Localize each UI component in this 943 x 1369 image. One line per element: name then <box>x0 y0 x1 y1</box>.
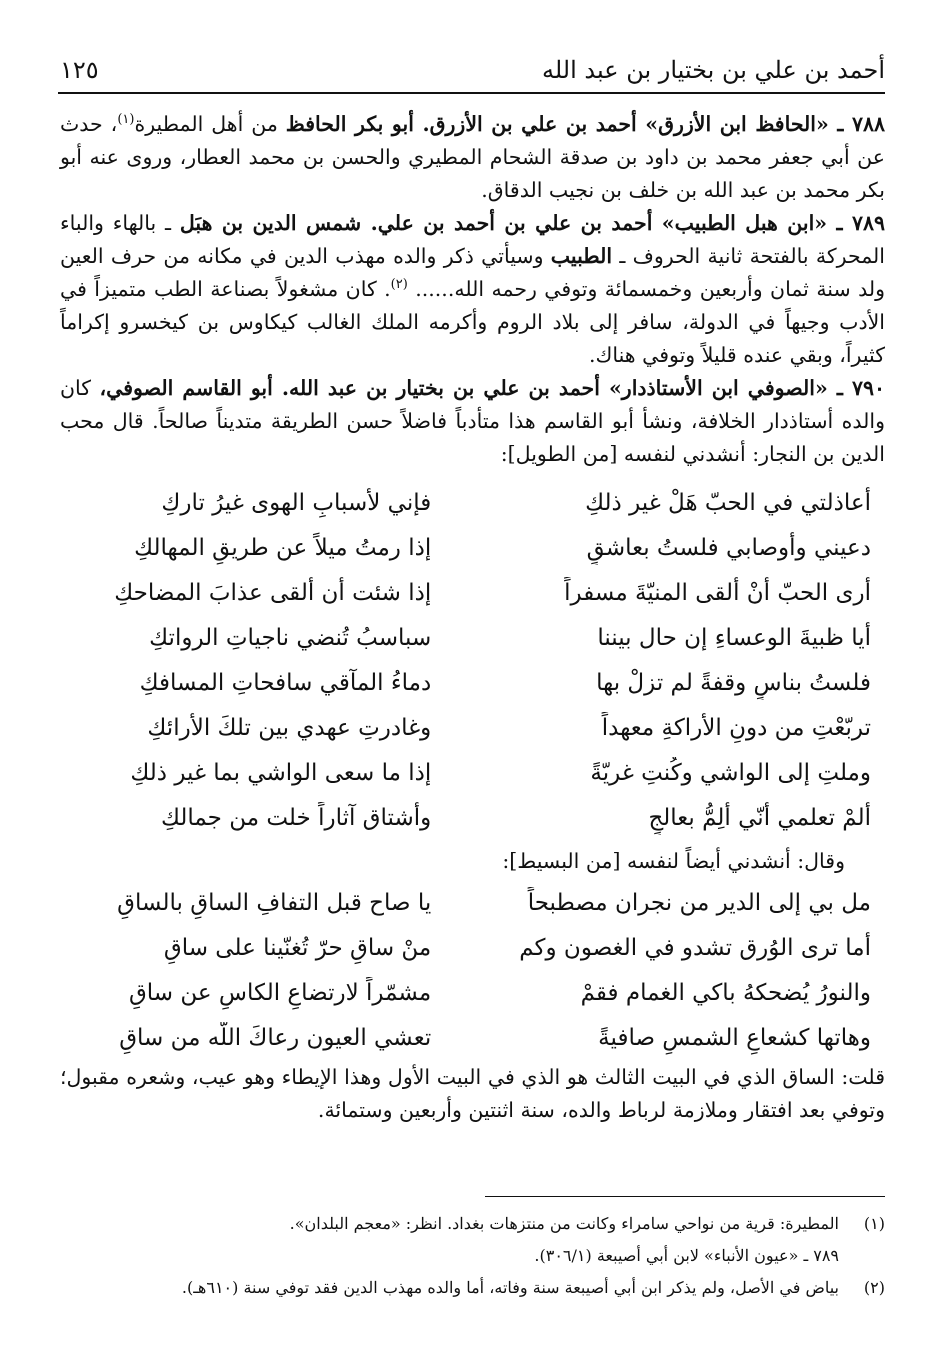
verse <box>60 796 885 841</box>
verse-second-half: تعشي العيون رعاكَ اللّه من ساقِ <box>119 1025 432 1051</box>
verse <box>60 571 885 616</box>
entry-name: «الصوفي ابن الأستاذدار» أحمد بن علي بن بختيار بن عبد الله. أبو القاسم الصوفي، <box>99 376 828 400</box>
verse-second-half: إذا رمتُ ميلاً عن طريقِ المهالكِ <box>134 535 432 561</box>
main-text <box>60 108 885 1127</box>
footnote-text: ٧٨٩ ـ «عيون الأنباء» لابن أبي أصيبعة (٣٠٦/١). <box>534 1246 839 1265</box>
closing-remark: قلت: الساق الذي في البيت الثالث هو الذي في البيت الأول وهذا الإيطاء وهو عيب، وشعره مقبول؛ وتوفي بعد افتقار وملازمة لرباط والده، سنة اثنتين وأربعين وستمائة. <box>60 1065 885 1122</box>
page-number: ١٢٥ <box>60 56 99 84</box>
footnote <box>60 1272 885 1304</box>
page-header <box>60 40 885 84</box>
verse <box>60 1016 885 1061</box>
entry-text: . كان مشغولاً بصناعة الطب متميزاً في الأدب وجيهاً في الدولة، سافر إلى بلاد الروم وأكرمه الملك الغالب كيكاوس بن كيخسرو إكراماً كثيراً، وبقي عنده قليلاً وتوفي هناك. <box>60 277 885 367</box>
verse-first-half: وملتِ إلى الواشي وكُنتِ غريّةً <box>590 760 871 786</box>
entry-epithet: الطبيب <box>550 244 613 268</box>
entry-name: «الحافظ ابن الأزرق» أحمد بن علي بن الأزرق. أبو بكر الحافظ <box>285 112 829 136</box>
verse <box>60 481 885 526</box>
verse-first-half: والنورُ يُضحكهُ باكي الغمام فقمْ <box>580 980 871 1006</box>
footnotes <box>60 1208 885 1304</box>
entry-text: وسيأتي ذكر والده مهذب الدين في مكانه من حرف العين ولد سنة ثمان وأربعين وخمسمائة وتوفي رحمه الله...... <box>60 244 885 301</box>
verse <box>60 661 885 706</box>
verse-second-half: سباسبُ تُنضي ناجياتِ الرواتكِ <box>149 625 432 651</box>
entry-name: «ابن هبل الطبيب» أحمد بن علي بن أحمد بن علي. شمس الدين بن هبَل <box>179 211 828 235</box>
verse-first-half: تربّعْتِ من دونِ الأراكةِ معهداً <box>601 715 871 741</box>
verse-first-half: مل بي إلى الدير من نجران مصطبحاً <box>527 890 871 916</box>
footnote-number: (٢) <box>863 1278 885 1297</box>
verse-second-half: وأشتاق آثاراً خلت من جمالكِ <box>160 805 432 831</box>
verse-first-half: أما ترى الوُرق تشدو في الغصون وكم <box>519 935 871 961</box>
verse <box>60 751 885 796</box>
footnote-number: (١) <box>863 1214 885 1233</box>
entry-789 <box>60 207 885 372</box>
verse-first-half: أعاذلتي في الحبّ هَلْ غير ذلكِ <box>585 490 871 516</box>
verse-first-half: ألمْ تعلمي أنّي أُلِمُّ بعالجٍ <box>648 805 871 831</box>
verse-first-half: أيا ظبيةَ الوعساءِ إن حال بيننا <box>597 625 871 651</box>
verse-second-half: دماءُ المآقي سافحاتِ المسافكِ <box>139 670 432 696</box>
poem-basit <box>60 881 885 1061</box>
entry-text: كان والده أستاذدار الخلافة، ونشأ أبو القاسم هذا متأدباً فاضلاً حسن الطريقة متديناً صالحاً. قال محب الدين بن النجار: أنشدني لنفسه [من الطويل]: <box>60 376 885 466</box>
running-title: أحمد بن علي بن بختيار بن عبد الله <box>541 56 885 84</box>
verse <box>60 706 885 751</box>
verse <box>60 526 885 571</box>
entry-text: ـ بالهاء والباء المحركة بالفتحة ثانية الحروف ـ <box>60 211 885 268</box>
footnote-divider <box>485 1196 885 1197</box>
verse-first-half: أرى الحبّ أنْ ألقى المنيّةَ مسفراً <box>564 580 871 606</box>
verse-second-half: إذا ما سعى الواشي بما غير ذلكِ <box>130 760 432 786</box>
entry-number: ٧٨٩ ـ <box>827 211 885 235</box>
verse-second-half: يا صاح قبل التفافِ الساقِ بالساقِ <box>117 890 432 916</box>
entry-text: ، حدث عن أبي جعفر محمد بن داود بن صدقة الشحام المطيري والحسن بن محمد العطار، وروى عنه أبو بكر محمد بن عبد الله بن خلف بن نجيب الدقاق. <box>60 112 885 202</box>
entry-number: ٧٩٠ ـ <box>827 376 886 400</box>
verse <box>60 971 885 1016</box>
verse-second-half: إذا شئت أن ألقى عذابَ المضاحكِ <box>114 580 432 606</box>
entry-788 <box>60 108 885 207</box>
verse <box>60 881 885 926</box>
verse <box>60 616 885 661</box>
footnote-ref: (٢) <box>390 277 408 293</box>
footnote-ref: (١) <box>117 112 135 128</box>
header-divider <box>58 92 885 94</box>
footnote-text: بياض في الأصل، ولم يذكر ابن أبي أصيبعة سنة وفاته، أما والده مهذب الدين فقد توفي سنة (٦١٠هـ). <box>181 1278 839 1297</box>
poem-tawil <box>60 481 885 841</box>
poem-intro: وقال: أنشدني أيضاً لنفسه [من البسيط]: <box>502 849 845 873</box>
footnote-text: المطيرة: قرية من نواحي سامراء وكانت من منتزهات بغداد. انظر: «معجم البلدان». <box>289 1214 839 1233</box>
verse-second-half: مشمّراً لارتضاعِ الكاسِ عن ساقِ <box>128 980 432 1006</box>
entry-text: من أهل المطيرة <box>134 112 286 136</box>
footnote <box>60 1240 885 1272</box>
verse-first-half: دعيني وأوصابي فلستُ بعاشقٍ <box>586 535 871 561</box>
verse <box>60 926 885 971</box>
footnote <box>60 1208 885 1240</box>
verse-first-half: وهاتها كشعاعِ الشمسِ صافيةً <box>598 1025 871 1051</box>
entry-number: ٧٨٨ ـ <box>828 112 886 136</box>
entry-790 <box>60 372 885 471</box>
verse-second-half: منْ ساقِ حرّ تُغنّينا على ساقِ <box>163 935 432 961</box>
verse-first-half: فلستُ بناسٍ وقفةً لم تزلْ بها <box>596 670 871 696</box>
verse-second-half: فإني لأسبابِ الهوى غيرُ تاركِ <box>161 490 432 516</box>
verse-second-half: وغادرتِ عهدي بين تلكَ الأرائكِ <box>147 715 432 741</box>
